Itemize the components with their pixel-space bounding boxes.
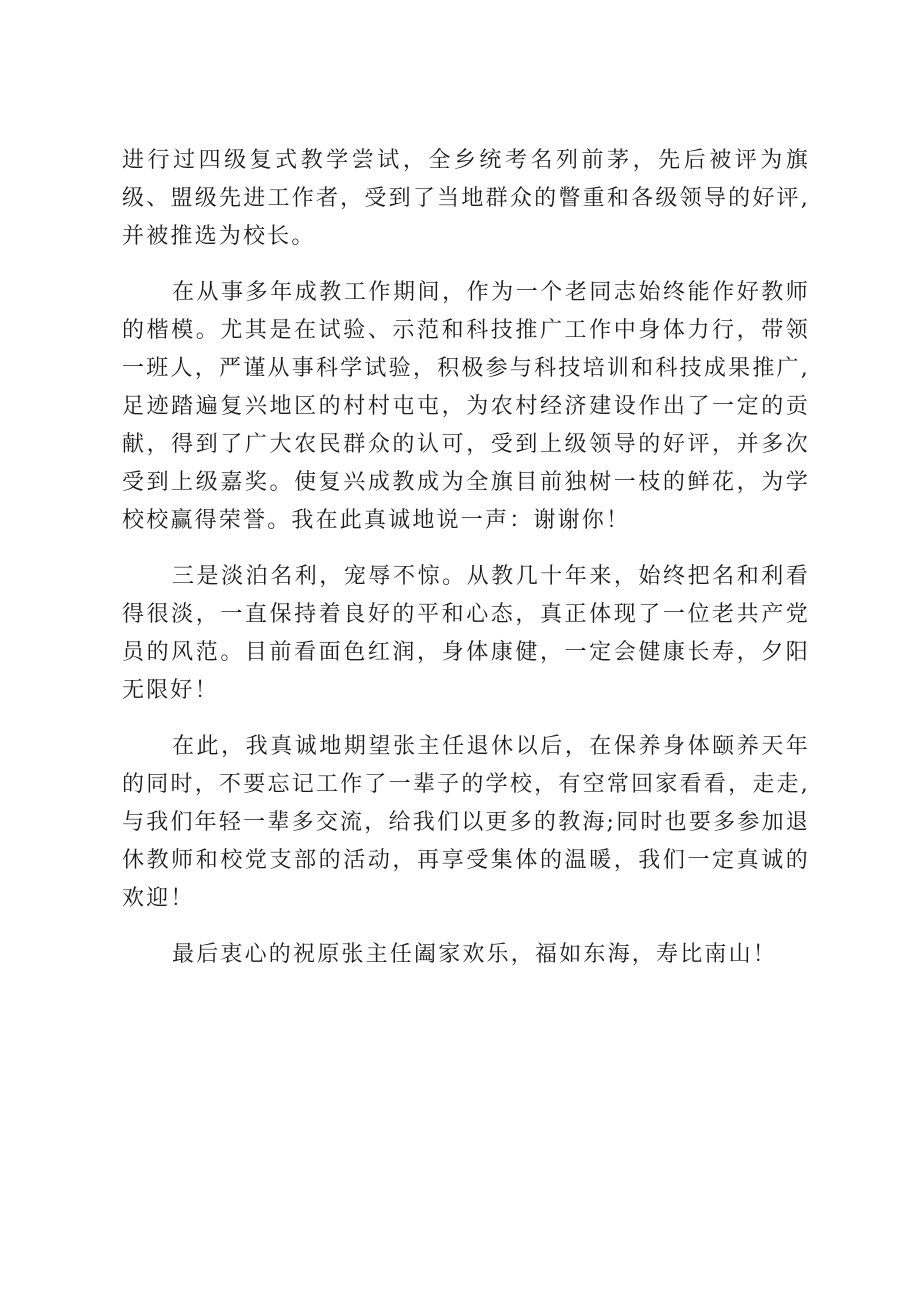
paragraph-5: 最后衷心的祝原张主任阖家欢乐，福如东海，寿比南山！ (172, 942, 778, 967)
document-body (122, 142, 810, 992)
paragraph-1: 进行过四级复式教学尝试，全乡统考名列前茅，先后被评为旗级、盟级先进工作者，受到了当地群众的瞥重和各级领导的好评,并被推选为校长。 (122, 148, 810, 249)
paragraph-3: 三是淡泊名利，宠辱不惊。从教几十年来，始终把名和利看得很淡，一直保持着良好的平和心态，真正体现了一位老共产党员的风范。目前看面色红润，身体康健，一定会健康长寿，夕阳无限好！ (122, 564, 810, 703)
paragraph-4: 在此，我真诚地期望张主任退休以后，在保养身体颐养天年的同时，不要忘记工作了一辈子的学校，有空常回家看看，走走,与我们年轻一辈多交流，给我们以更多的教海;同时也要多参加退休教师和校党支部的活动，再享受集体的温暖，我们一定真诚的欢迎！ (122, 734, 810, 911)
paragraph-2: 在从事多年成教工作期间，作为一个老同志始终能作好教师的楷模。尤其是在试验、示范和科技推广工作中身体力行，带领一班人，严谨从事科学试验，积极参与科技培训和科技成果推广,足迹踏遍复兴地区的村村屯屯，为农村经济建设作出了一定的贡献，得到了广大农民群众的认可，受到上级领导的好评，并多次受到上级嘉奖。使复兴成教成为全旗目前独树一枝的鲜花，为学校校赢得荣誉。我在此真诚地说一声：谢谢你！ (122, 280, 810, 533)
